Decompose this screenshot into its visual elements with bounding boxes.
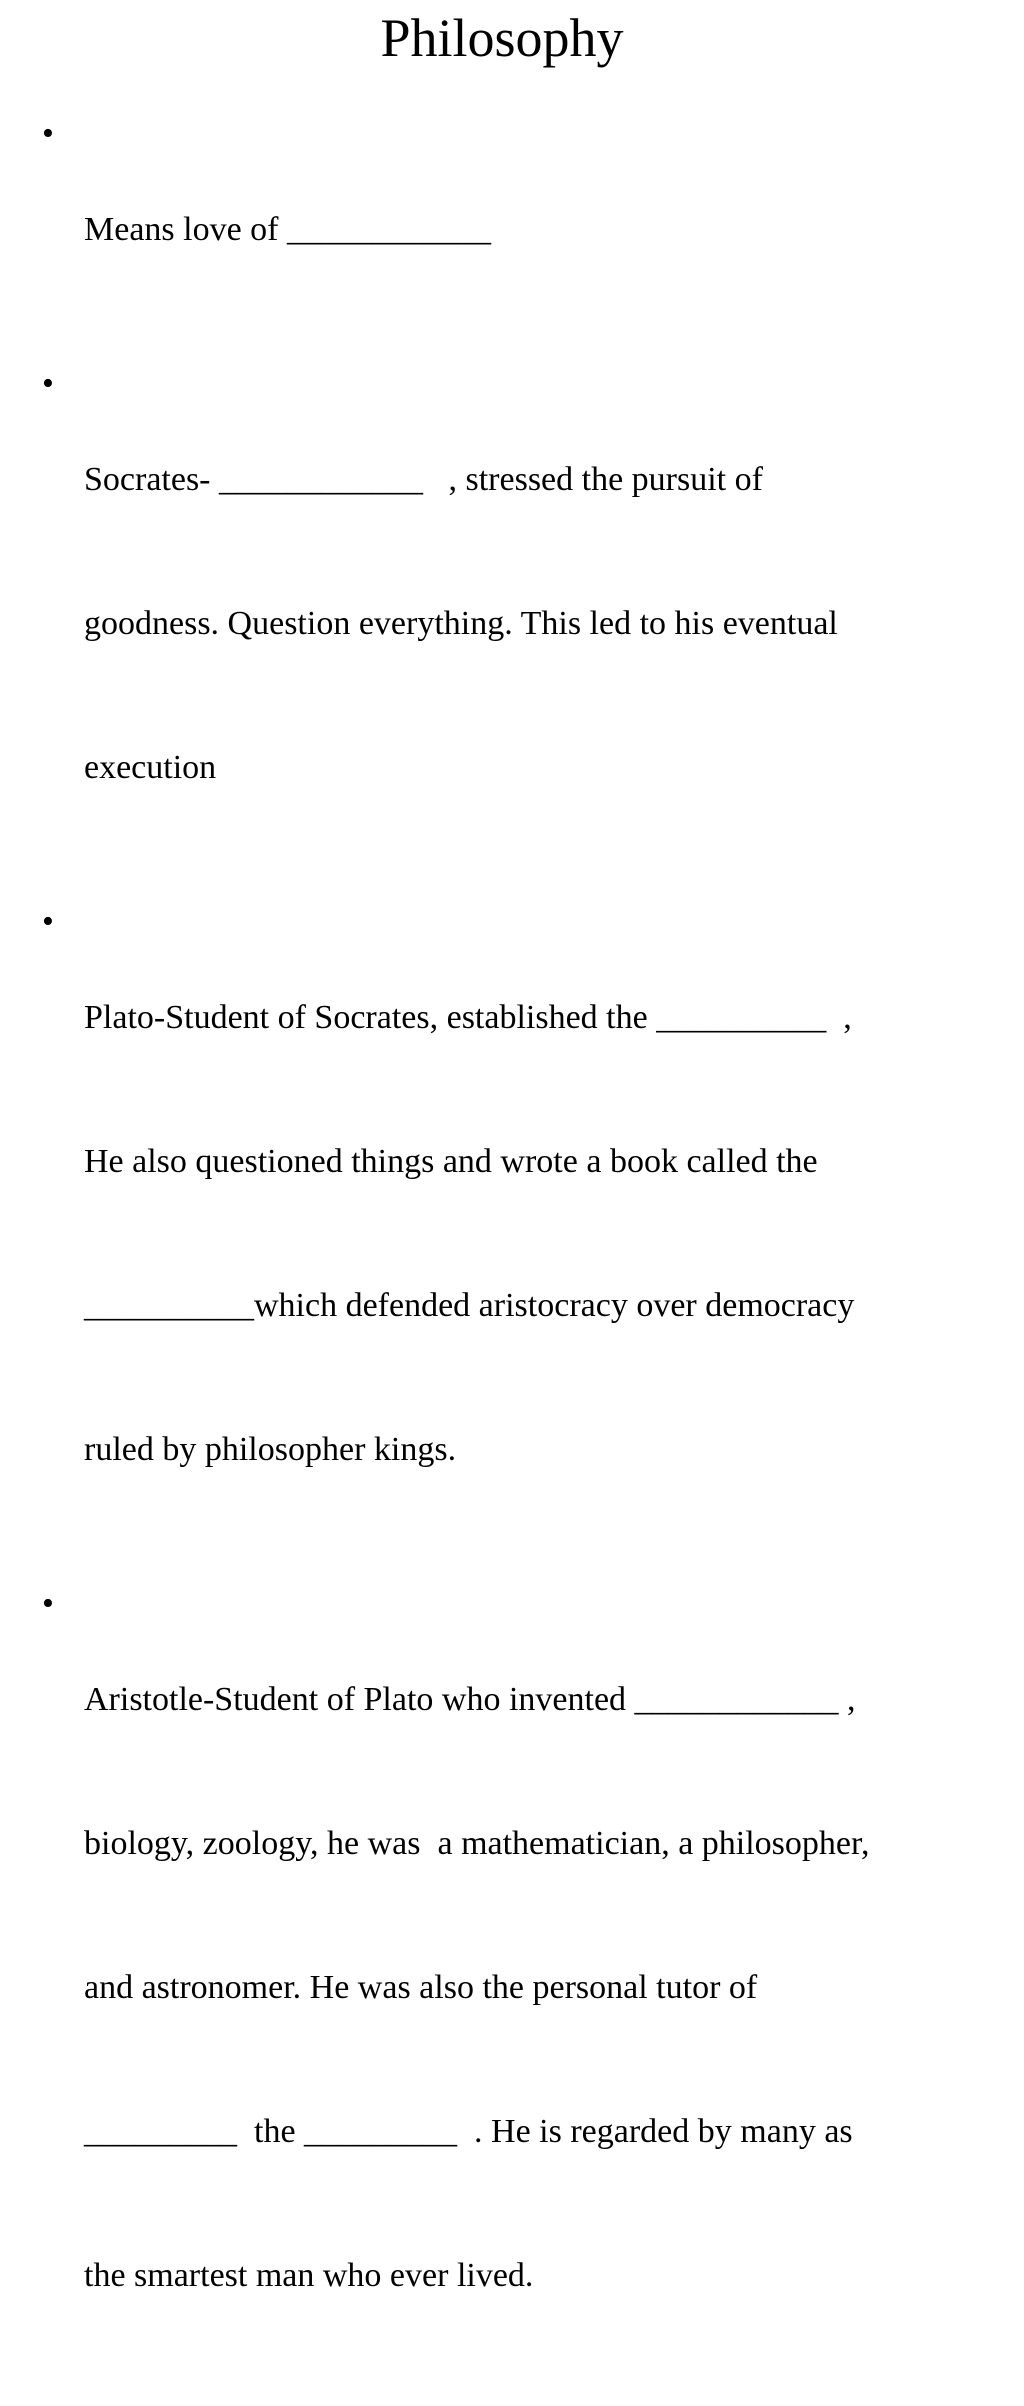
bullet-text xyxy=(84,110,1018,350)
bullet-line: Socrates- ____________ , stressed the pursuit of xyxy=(84,461,763,498)
bullet-item xyxy=(0,360,1024,888)
bullet-line: the smartest man who ever lived. xyxy=(84,2257,534,2294)
bullet-line: and astronomer. He was also the personal tutor of xyxy=(84,1969,758,2006)
bullet-dot-icon: • xyxy=(42,903,54,940)
slide-title: Philosophy xyxy=(380,8,624,68)
bullet-text xyxy=(84,360,1018,888)
bullet-line: Means love of ____________ xyxy=(84,211,492,248)
bullet-line: __________which defended aristocracy over democracy xyxy=(84,1287,855,1324)
bullet-line: Plato-Student of Socrates, established the __________ , xyxy=(84,999,852,1036)
bullet-dot-icon: • xyxy=(42,1585,54,1622)
bullet-text xyxy=(84,1580,1018,2396)
bullet-line: Aristotle-Student of Plato who invented ____________ , xyxy=(84,1681,856,1718)
bullet-line: execution xyxy=(84,749,217,786)
bullet-dot-icon: • xyxy=(42,115,54,152)
bullet-line: _________ the _________ . He is regarded by many as xyxy=(84,2113,853,2150)
bullet-item xyxy=(0,110,1024,350)
bullet-line: biology, zoology, he was a mathematician, a philosopher, xyxy=(84,1825,870,1862)
bullet-line: goodness. Question everything. This led to his eventual xyxy=(84,605,838,642)
bullet-list xyxy=(0,110,1024,2406)
bullet-line: He also questioned things and wrote a book called the xyxy=(84,1143,818,1180)
bullet-text xyxy=(84,898,1018,1570)
bullet-line: ruled by philosopher kings. xyxy=(84,1431,457,1468)
bullet-dot-icon: • xyxy=(42,365,54,402)
bullet-item xyxy=(0,898,1024,1570)
bullet-item xyxy=(0,1580,1024,2396)
